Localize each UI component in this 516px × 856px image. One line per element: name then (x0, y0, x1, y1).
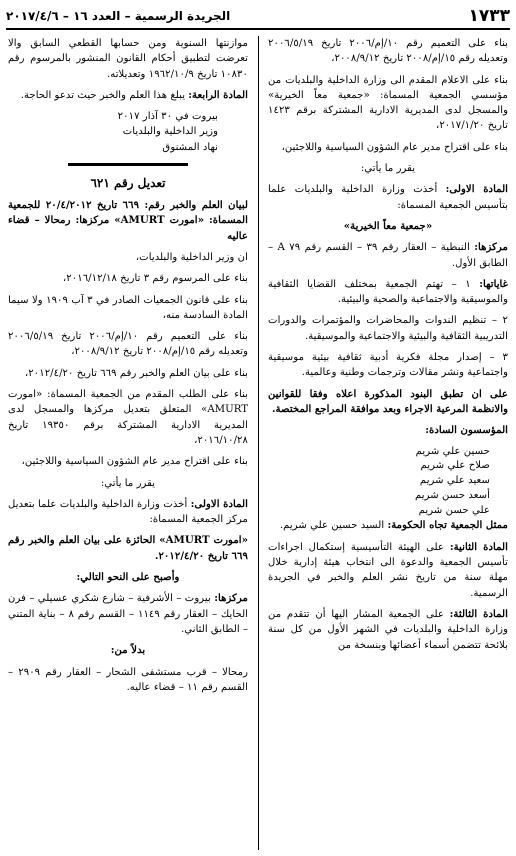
founder-name: سعيد علي شريم (419, 475, 490, 487)
left-column (8, 36, 248, 852)
paragraph: بناء على قانون الجمعيات الصادر في ٣ آب ١٩٠٩ ولا سيما المادة السادسة منه، (8, 294, 248, 321)
signature-title: وزير الداخلية والبلديات (122, 126, 218, 138)
founder-name: أسعد حسن شريم (414, 489, 490, 501)
decides-line: يقرر ما يأتي: (100, 477, 156, 489)
article-2: المادة الثانية: على الهيئة التأسيسية إستكمال اجراءات تأسيس الجمعية والدعوة الى انتخاب هيئة إدارية خلال مهلة سنة من تاريخ نشر العلم والخبر في الجريدة الرسمية. (268, 540, 508, 599)
amendment-title: تعديل رقم ٦٢١ (90, 176, 166, 191)
signature-name: نهاد المشنوق (162, 141, 218, 153)
instead-line: بدلاً من: (110, 644, 146, 657)
goal-2: ٢ – تنظيم الندوات والمحاضرات والمؤتمرات والدورات التدريبية الثقافية والبيئية والاجتماعية والموسيقية. (268, 315, 508, 342)
goal-3: ٣ – إصدار مجلة فكرية أدبية ثقافية بيئية موسيقية واجتماعية ونشر مقالات وترجمات وطنية وعالمية. (268, 352, 508, 379)
paragraph: بناء على التعميم رقم ١٠/إم/٢٠٠٦ تاريخ ٢٠٠٦/٥/١٩ وتعديله رقم ١٥/إم/٢٠٠٨ تاريخ ٢٠٠٨/٩/١٢، (8, 331, 248, 358)
signature-block (8, 109, 248, 155)
amendment-subtitle: لبيان العلم والخبر رقم: ٦٦٩ تاريخ ٢٠/٤/٢٠١٢ للجمعية المسماة: «امورت AMURT» مركزها: رمحالا – قضاء عاليه (8, 199, 248, 242)
signature-place-date: بيروت في ٣٠ آذار ٢٠١٧ (117, 111, 218, 123)
paragraph: ان وزير الداخلية والبلديات، (135, 251, 248, 263)
article-1: المادة الاولى: أخذت وزارة الداخلية والبلديات علما بتأسيس الجمعية المسماة: (268, 183, 508, 211)
right-column (268, 36, 508, 852)
article-3: المادة الثالثة: على الجمعية المشار اليها أن تتقدم من وزارة الداخلية والبلديات في الشهر الأول من كل سنة بلائحة تتضمن أسماء أعضائها وبنسخة من (268, 607, 508, 651)
paragraph: بناء على اقتراح مدير عام الشؤون السياسية واللاجئين، (21, 456, 248, 468)
new-headquarters: مركزها: بيروت – الأشرفية – شارع شكري عسيلي – فرن الحايك – العقار رقم ١١٤٩ – القسم رقم ٨ – بناية المتني – الطابق الثاني. (8, 592, 248, 635)
article-1: المادة الاولى: أخذت وزارة الداخلية والبلديات علما بتعديل مركز الجمعية المسماة: (8, 497, 248, 526)
became-line: وأصبح على النحو التالي: (76, 571, 180, 584)
founders-list (268, 445, 508, 519)
paragraph: بناء على بيان العلم والخبر رقم ٦٦٩ تاريخ ٢٠١٢/٤/٢٠، (24, 367, 248, 379)
headquarters: مركزها: النبطية – العقار رقم ٣٩ – القسم رقم ٧٩ A – الطابق الأول. (268, 241, 508, 269)
gazette-title: الجريدة الرسمية – العدد ١٦ – ٢٠١٧/٤/٦ (6, 9, 231, 23)
paragraph: بناء على اقتراح مدير عام الشؤون السياسية واللاجئين، (281, 141, 508, 153)
association-name: «جمعية معاً الخيرية» (343, 219, 433, 232)
header-rule (6, 28, 510, 30)
founder-name: حسين علي شريم (415, 445, 490, 457)
paragraph: بناء على الاعلام المقدم الى وزارة الداخلية والبلديات من مؤسسي الجمعية المسماة: «جمعية معاً الخيرية» والمسجل لدى المديرية الادارية المشتركة برقم ١٤٢٣ تاريخ ٢٠١٧/١/٢٠، (268, 74, 508, 132)
column-divider (258, 36, 259, 850)
paragraph: بناء على الطلب المقدم من الجمعية المسماة: «امورت AMURT» المتعلق بتعديل مركزها والمسجل لدى المديرية الادارية المشتركة برقم ١٩٣٥٠ تاريخ ٢٠١٦/١٠/٢٨، (8, 389, 248, 446)
old-headquarters: رمحالا – قرب مستشفى الشحار – العقار رقم ٢٩٠٩ – القسم رقم ١١ – قضاء عاليه. (8, 666, 248, 693)
page-header (6, 6, 510, 26)
decides-line: يقرر ما يأتي: (360, 163, 416, 175)
article-4: المادة الرابعة: يبلغ هذا العلم والخبر حيث تدعو الحاجة. (20, 88, 248, 101)
page-number: ١٧٣٣ (468, 6, 510, 26)
founders-label: المؤسسون السادة: (425, 424, 508, 437)
goal-1: غاياتها: ١ – تهتم الجمعية بمختلف القضايا الثقافية والموسيقية والاجتماعية والصحية والبيئية. (268, 277, 508, 306)
paragraph: بناء على التعميم رقم ١٠/إم/٢٠٠٦ تاريخ ٢٠٠٦/٥/١٩ وتعديله رقم ١٥/إم/٢٠٠٨ تاريخ ٢٠٠٨/٩/١٢، (268, 38, 508, 65)
paragraph: موازنتها السنوية ومن حسابها القطعي السابق والا تعرضت لتطبيق أحكام القانون المنشور بالمرسوم رقم ١٠٨٣٠ تاريخ ١٩٦٢/١٠/٩ وتعديلاته. (8, 38, 248, 80)
founder-name: صلاح علي شريم (420, 460, 490, 472)
paragraph: بناء على المرسوم رقم ٣ تاريخ ٢٠١٦/١٢/١٨، (63, 273, 248, 285)
founder-name: علي حسن شريم (418, 504, 490, 516)
conditions: على ان تطبق البنود المذكورة اعلاه وفقا للقوانين والانظمة المرعية الاجراء وبعد موافقة المراجع المختصة. (268, 387, 508, 415)
representative: ممثل الجمعية تجاه الحكومة: السيد حسين علي شريم. (279, 519, 508, 532)
association-line: «امورت AMURT» الحائزة على بيان العلم والخبر رقم ٦٦٩ تاريخ ٢٠١٢/٤/٢٠. (8, 534, 248, 562)
section-divider (68, 163, 188, 166)
